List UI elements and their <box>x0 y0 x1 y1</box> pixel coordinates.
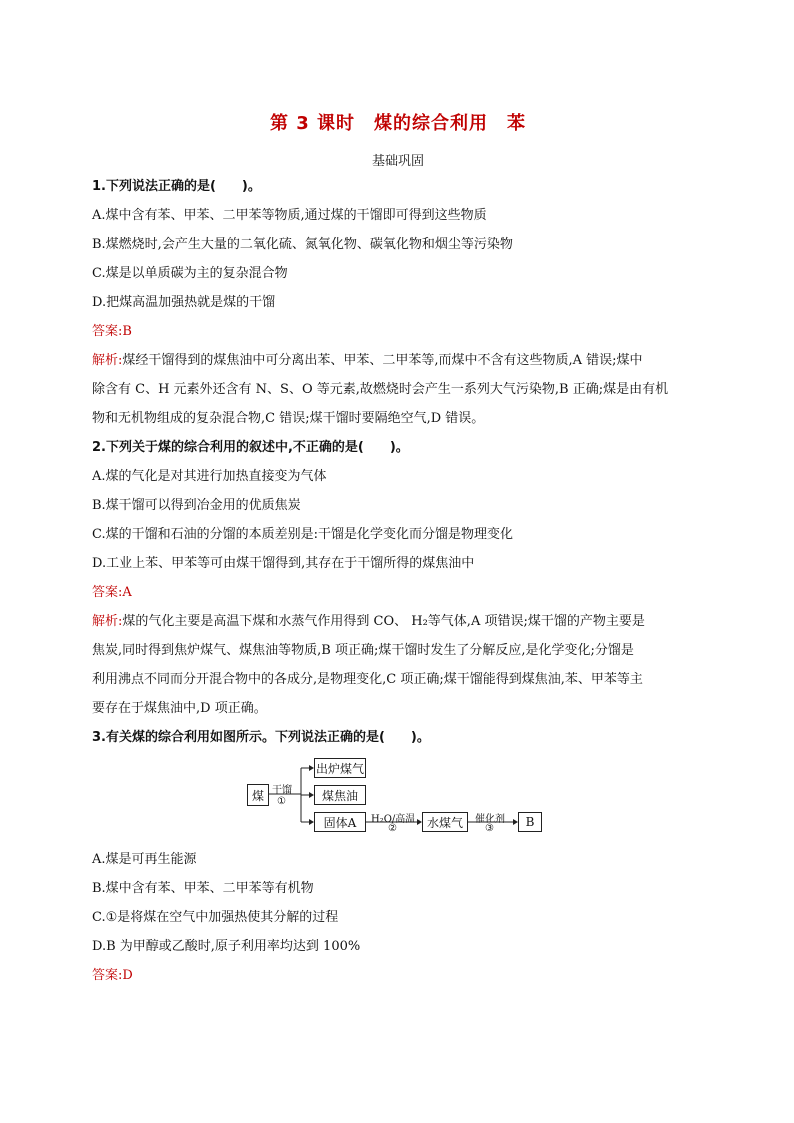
q3-stem: 3.有关煤的综合利用如图所示。下列说法正确的是( )。 <box>92 730 430 745</box>
q2-option-a: A.煤的气化是对其进行加热直接变为气体 <box>92 469 327 484</box>
water-high-temp-label: H₂O/高温 <box>371 814 416 825</box>
q1-explanation-line1 <box>92 352 643 370</box>
q1-option-d: D.把煤高温加强热就是煤的干馏 <box>92 295 276 310</box>
q2-explanation-line4: 要存在于煤焦油中,D 项正确。 <box>92 701 267 716</box>
q3-option-b: B.煤中含有苯、甲苯、二甲苯等有机物 <box>92 881 314 896</box>
q1-explanation-text1: 煤经干馏得到的煤焦油中可分离出苯、甲苯、二甲苯等,而煤中不含有这些物质,A 错误;煤中 <box>122 353 643 368</box>
q1-explanation-label: 解析: <box>92 353 123 368</box>
q2-explanation-line2: 焦炭,同时得到焦炉煤气、煤焦油等物质,B 项正确;煤干馏时发生了分解反应,是化学变化;分馏是 <box>92 643 634 658</box>
coal-utilization-diagram <box>247 756 547 836</box>
q2-explanation-line1 <box>92 613 645 631</box>
q1-explanation-line3: 物和无机物组成的复杂混合物,C 错误;煤干馏时要隔绝空气,D 错误。 <box>92 411 485 426</box>
q2-explanation-label: 解析: <box>92 614 123 629</box>
q2-option-b: B.煤干馏可以得到冶金用的优质焦炭 <box>92 498 301 513</box>
q1-option-a: A.煤中含有苯、甲苯、二甲苯等物质,通过煤的干馏即可得到这些物质 <box>92 208 487 223</box>
q2-answer: 答案:A <box>92 585 132 600</box>
coke-oven-gas-box: 出炉煤气 <box>314 758 366 778</box>
q2-option-d: D.工业上苯、甲苯等可由煤干馏得到,其存在于干馏所得的煤焦油中 <box>92 556 475 571</box>
q2-stem: 2.下列关于煤的综合利用的叙述中,不正确的是( )。 <box>92 440 409 455</box>
solid-a-box: 固体A <box>314 812 366 832</box>
q3-answer: 答案:D <box>92 968 133 983</box>
lesson-title: 第 3 课时 煤的综合利用 苯 <box>269 113 527 134</box>
product-b-box: B <box>518 812 542 832</box>
q1-stem: 1.下列说法正确的是( )。 <box>92 179 261 194</box>
q2-explanation-line3: 利用沸点不同而分开混合物中的各成分,是物理变化,C 项正确;煤干馏能得到煤焦油,苯、甲苯等主 <box>92 672 643 687</box>
q3-option-c: C.①是将煤在空气中加强热使其分解的过程 <box>92 910 339 925</box>
coal-box: 煤 <box>247 784 269 806</box>
q1-option-c: C.煤是以单质碳为主的复杂混合物 <box>92 266 288 281</box>
step-3-label: ③ <box>485 823 494 834</box>
section-heading: 基础巩固 <box>371 154 424 169</box>
q2-explanation-text1: 煤的气化主要是高温下煤和水蒸气作用得到 CO、 H₂等气体,A 项错误;煤干馏的产物主要是 <box>122 614 645 629</box>
step-1-label: ① <box>277 796 286 807</box>
catalyst-label: 催化剂 <box>475 814 505 825</box>
q3-option-d: D.B 为甲醇或乙酸时,原子利用率均达到 100% <box>92 939 361 954</box>
coal-tar-box: 煤焦油 <box>314 785 366 805</box>
dry-distillation-label: 干馏 <box>272 785 292 796</box>
q3-option-a: A.煤是可再生能源 <box>92 852 197 867</box>
water-gas-box: 水煤气 <box>422 812 468 832</box>
q1-answer: 答案:B <box>92 324 132 339</box>
step-2-label: ② <box>388 823 397 834</box>
q2-option-c: C.煤的干馏和石油的分馏的本质差别是:干馏是化学变化而分馏是物理变化 <box>92 527 513 542</box>
q1-explanation-line2: 除含有 C、H 元素外还含有 N、S、O 等元素,故燃烧时会产生一系列大气污染物,B 正确;煤是由有机 <box>92 382 669 397</box>
q1-option-b: B.煤燃烧时,会产生大量的二氧化硫、氮氧化物、碳氧化物和烟尘等污染物 <box>92 237 513 252</box>
